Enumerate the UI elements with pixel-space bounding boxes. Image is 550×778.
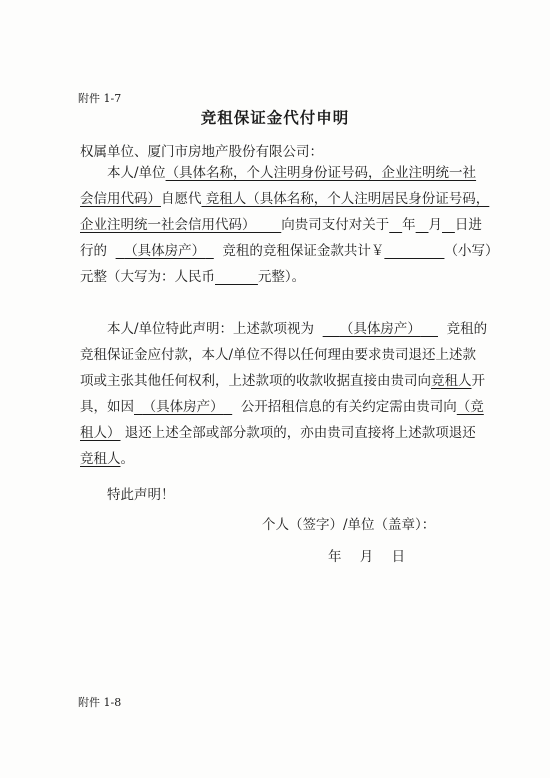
para2-line5	[80, 420, 476, 446]
blank-month	[416, 217, 429, 233]
fill-in-property: （具体房产）	[339, 321, 421, 337]
text: 竞租的	[446, 321, 488, 337]
para2-line1	[80, 316, 488, 342]
text: 具，如因	[80, 399, 134, 415]
text: 日进	[454, 217, 482, 233]
fill-in-bidder: （竞	[456, 399, 484, 415]
fill-in-name: （具体名称，个人注明身份证号码，企业注明统一社	[165, 165, 477, 181]
annex-label-top: 附件 1-7	[78, 92, 122, 105]
document-title: 竞租保证金代付申明	[200, 108, 350, 127]
fill-in-bidder-cont: 企业注明统一社会信用代码）	[80, 217, 256, 233]
para2-line3	[80, 368, 485, 394]
signature-line: 个人（签字）/单位（盖章）：	[262, 517, 436, 533]
date-line: 年 月 日	[328, 549, 406, 565]
text: （小写）	[444, 243, 499, 259]
blank-year	[389, 217, 402, 233]
para1-line3	[80, 212, 482, 238]
text: 竞租的竞租保证金款共计￥	[222, 243, 385, 259]
blank	[256, 217, 282, 233]
text: 退还上述全部或部分款项的，亦由贵司直接将上述款项退还	[124, 425, 476, 441]
text: 本人/单位	[107, 165, 166, 181]
fill-in-bidder: 竞租人（具体名称，个人注明居民身份证号码，	[201, 191, 490, 207]
text: 月	[428, 217, 442, 233]
para2-line6	[80, 446, 472, 472]
text: 行的	[80, 243, 107, 259]
para2-line2: 竞租保证金应付款，本人/单位不得以任何理由要求贵司退还上述款	[80, 347, 477, 363]
paragraph-declaration	[80, 316, 488, 472]
closing-line: 特此声明！	[107, 487, 175, 503]
para2-line4	[80, 394, 484, 420]
blank-day	[442, 217, 455, 233]
text: 年	[402, 217, 416, 233]
addressee: 权属单位、厦门市房地产股份有限公司：	[80, 144, 323, 160]
text: 自愿代	[161, 191, 202, 207]
text: 元整）。	[257, 269, 306, 285]
fill-in-bidder: 竞租人	[80, 451, 121, 467]
text: 本人/单位特此声明：上述款项视为	[107, 321, 315, 337]
para1-line1	[80, 160, 477, 186]
text: 项或主张其他任何权利，上述款项的收款收据直接由贵司向	[80, 373, 431, 389]
para1-line2	[80, 186, 490, 212]
fill-in-bidder: 竞租人	[431, 373, 472, 389]
text: 元整（大写为：人民币	[80, 269, 215, 285]
text: 。	[120, 451, 134, 467]
text: 开	[471, 373, 485, 389]
para1-line5	[80, 264, 472, 290]
closing-paragraph	[80, 482, 472, 508]
blank-amount	[384, 243, 444, 259]
fill-in-property: （具体房产）	[142, 399, 224, 415]
paragraph-payment	[80, 160, 499, 290]
blank-amount-words	[215, 269, 258, 285]
para1-line4	[80, 238, 499, 264]
fill-in-name-cont: 会信用代码）	[80, 191, 161, 207]
text: 向贵司支付对关于	[281, 217, 390, 233]
text: 公开招租信息的有关约定需由贵司向	[240, 399, 457, 415]
fill-in-property: （具体房产）	[124, 243, 206, 259]
annex-label-bottom: 附件 1-8	[78, 696, 122, 709]
fill-in-bidder-cont: 租人）	[80, 425, 121, 441]
